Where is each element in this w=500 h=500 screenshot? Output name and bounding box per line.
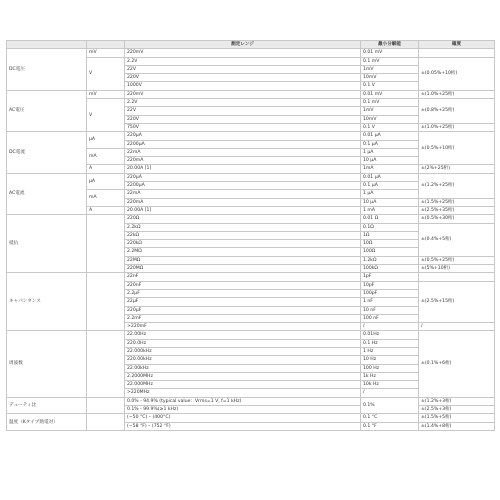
range-cell: 20.00A [1] xyxy=(125,206,361,214)
category-cell: デューティ比 xyxy=(7,397,87,414)
resolution-cell: 10pF xyxy=(361,281,419,289)
resolution-cell: 1 μA xyxy=(361,190,419,198)
resolution-cell: 100kΩ xyxy=(361,265,419,273)
category-cell: 周波数 xyxy=(7,331,87,397)
unit-cell xyxy=(87,397,125,414)
range-cell: 220V xyxy=(125,74,361,82)
resolution-cell: 0.1Ω xyxy=(361,223,419,231)
range-cell: >220MHz xyxy=(125,389,361,397)
range-cell: 2200μA xyxy=(125,182,361,190)
resolution-cell: 1 nF xyxy=(361,298,419,306)
resolution-cell: 0.01 mV xyxy=(361,49,419,57)
resolution-cell: 0.1 V xyxy=(361,123,419,131)
resolution-cell: 10mV xyxy=(361,115,419,123)
table-row xyxy=(7,49,495,57)
resolution-cell: / xyxy=(361,323,419,331)
table-row xyxy=(7,90,495,98)
accuracy-cell: ±(1.0%+25桁) xyxy=(419,123,495,131)
accuracy-cell: ±(2.5%+35桁) xyxy=(419,206,495,214)
range-cell: 22mA xyxy=(125,148,361,156)
range-cell: 220nF xyxy=(125,281,361,289)
range-cell: 220mA xyxy=(125,157,361,165)
header-range: 測定レンジ xyxy=(125,41,361,49)
accuracy-cell xyxy=(419,273,495,281)
range-cell: 220Ω xyxy=(125,215,361,223)
unit-cell: μA xyxy=(87,173,125,190)
accuracy-cell: ±(0.05%+10桁) xyxy=(419,57,495,90)
range-cell: 2.2kΩ xyxy=(125,223,361,231)
accuracy-cell: ±(1.4%+8桁) xyxy=(419,422,495,430)
resolution-cell: 100Ω xyxy=(361,248,419,256)
unit-cell xyxy=(87,414,125,431)
category-cell: DC電流 xyxy=(7,132,87,173)
accuracy-cell: ±(2%+25桁) xyxy=(419,165,495,173)
resolution-cell: 10Ω xyxy=(361,240,419,248)
unit-cell xyxy=(87,273,125,331)
range-cell: 22.00Hz xyxy=(125,331,361,339)
unit-cell: mA xyxy=(87,148,125,165)
resolution-cell: 0.1 mV xyxy=(361,99,419,107)
accuracy-cell: ±(0.1%+6桁) xyxy=(419,331,495,397)
resolution-cell: 0.01 mV xyxy=(361,90,419,98)
unit-cell: V xyxy=(87,57,125,90)
table-row xyxy=(7,331,495,339)
range-cell: (−58 °F) – (752 °F) xyxy=(125,422,361,430)
resolution-cell: 0.01 μA xyxy=(361,173,419,181)
accuracy-cell: / xyxy=(419,323,495,331)
resolution-cell: 0.1 μA xyxy=(361,140,419,148)
unit-cell: mV xyxy=(87,90,125,98)
accuracy-cell: ±(1.0%+25桁) xyxy=(419,90,495,98)
resolution-cell: 0.1 mV xyxy=(361,57,419,65)
resolution-cell: 1 μA xyxy=(361,148,419,156)
range-cell: 22V xyxy=(125,65,361,73)
range-cell: 22MΩ xyxy=(125,256,361,264)
range-cell: 22μF xyxy=(125,298,361,306)
category-cell: 温度（Kタイプ熱電対） xyxy=(7,414,87,431)
range-cell: 750V xyxy=(125,123,361,131)
unit-cell: mV xyxy=(87,49,125,57)
unit-cell: mA xyxy=(87,190,125,207)
resolution-cell: 100pF xyxy=(361,289,419,297)
unit-cell: A xyxy=(87,206,125,214)
range-cell: 22V xyxy=(125,107,361,115)
range-cell: 0.0% - 94.9% (typical value：Vrms=1 V, f=1 kHz) xyxy=(125,397,361,405)
resolution-cell: 0.1 V xyxy=(361,82,419,90)
category-cell: AC電圧 xyxy=(7,90,87,131)
accuracy-cell: ±(0.5%+25桁) xyxy=(419,256,495,264)
unit-cell xyxy=(87,331,125,397)
table-row xyxy=(7,173,495,181)
range-cell: 2.2μF xyxy=(125,289,361,297)
resolution-cell: 1 Hz xyxy=(361,347,419,355)
spec-body xyxy=(7,49,495,431)
unit-cell: μA xyxy=(87,132,125,149)
range-cell: 2.2V xyxy=(125,99,361,107)
header-accuracy: 確度 xyxy=(419,41,495,49)
range-cell: 220MΩ xyxy=(125,265,361,273)
category-cell: AC電流 xyxy=(7,173,87,214)
accuracy-cell: ±(0.8%+25桁) xyxy=(419,99,495,124)
resolution-cell: 10 μA xyxy=(361,157,419,165)
range-cell: 2.2MΩ xyxy=(125,248,361,256)
range-cell: 220mA xyxy=(125,198,361,206)
resolution-cell: 0.1 Hz xyxy=(361,339,419,347)
table-row xyxy=(7,215,495,223)
resolution-cell: 0.1 °C xyxy=(361,414,419,422)
range-cell: 22nF xyxy=(125,273,361,281)
header-category xyxy=(7,41,87,49)
resolution-cell: 0.01 μA xyxy=(361,132,419,140)
table-row xyxy=(7,397,495,405)
resolution-cell: 10 Hz xyxy=(361,356,419,364)
range-cell: 22.000MHz xyxy=(125,381,361,389)
category-cell: キャパシタンス xyxy=(7,273,87,331)
range-cell: 220mV xyxy=(125,90,361,98)
header-resolution: 最小分解能 xyxy=(361,41,419,49)
range-cell: 2.2V xyxy=(125,57,361,65)
resolution-cell: 0.01Hz xyxy=(361,331,419,339)
range-cell: 220.00kHz xyxy=(125,356,361,364)
resolution-cell: 0.1% xyxy=(361,397,419,414)
range-cell: 2.2mF xyxy=(125,314,361,322)
range-cell: 220μA xyxy=(125,173,361,181)
accuracy-cell: ±(1.2%+3桁) xyxy=(419,397,495,405)
resolution-cell: 0.01 Ω xyxy=(361,215,419,223)
range-cell: 220kΩ xyxy=(125,240,361,248)
spec-table xyxy=(6,40,495,431)
resolution-cell: 1 mA xyxy=(361,206,419,214)
header-row xyxy=(7,41,495,49)
range-cell: 1000V xyxy=(125,82,361,90)
accuracy-cell: ±(0.5%+30桁) xyxy=(419,215,495,223)
accuracy-cell: ±(5%+10桁) xyxy=(419,265,495,273)
range-cell: 22.000kHz xyxy=(125,347,361,355)
resolution-cell: 1Ω xyxy=(361,231,419,239)
range-cell: 2200μA xyxy=(125,140,361,148)
resolution-cell: 1k Hz xyxy=(361,372,419,380)
unit-cell: V xyxy=(87,99,125,132)
resolution-cell: 10mV xyxy=(361,74,419,82)
range-cell: 2.2000MHz xyxy=(125,372,361,380)
category-cell: DC電圧 xyxy=(7,49,87,90)
range-cell: (−50 °C) – (400°C) xyxy=(125,414,361,422)
accuracy-cell: ±(1.2%+25桁) xyxy=(419,173,495,198)
resolution-cell: 1pF xyxy=(361,273,419,281)
range-cell: 0.1% - 99.9%(≥1 kHz) xyxy=(125,406,361,414)
range-cell: 22mA xyxy=(125,190,361,198)
resolution-cell: 1.2kΩ xyxy=(361,256,419,264)
resolution-cell: 1mV xyxy=(361,65,419,73)
table-row xyxy=(7,273,495,281)
resolution-cell: 100 nF xyxy=(361,314,419,322)
resolution-cell: / xyxy=(361,389,419,397)
range-cell: 220μF xyxy=(125,306,361,314)
range-cell: 220μA xyxy=(125,132,361,140)
resolution-cell: 0.1 °F xyxy=(361,422,419,430)
accuracy-cell: ±(0.4%+5桁) xyxy=(419,223,495,256)
header-unit xyxy=(87,41,125,49)
resolution-cell: 10 nF xyxy=(361,306,419,314)
accuracy-cell: ±(1.5%+25桁) xyxy=(419,198,495,206)
range-cell: 220.0Hz xyxy=(125,339,361,347)
resolution-cell: 0.1 μA xyxy=(361,182,419,190)
range-cell: 22kΩ xyxy=(125,231,361,239)
resolution-cell: 10 μA xyxy=(361,198,419,206)
range-cell: 20.00A [1] xyxy=(125,165,361,173)
unit-cell: A xyxy=(87,165,125,173)
resolution-cell: 100 Hz xyxy=(361,364,419,372)
accuracy-cell: ±(2.5%+15桁) xyxy=(419,281,495,322)
resolution-cell: 10k Hz xyxy=(361,381,419,389)
resolution-cell: 1mV xyxy=(361,107,419,115)
resolution-cell: 1mA xyxy=(361,165,419,173)
table-row xyxy=(7,132,495,140)
range-cell: 22.00kHz xyxy=(125,364,361,372)
accuracy-cell: ±(1.5%+5桁) xyxy=(419,414,495,422)
accuracy-cell: ±(2.5%+3桁) xyxy=(419,406,495,414)
table-row xyxy=(7,414,495,422)
accuracy-cell: ±(0.5%+10桁) xyxy=(419,132,495,165)
range-cell: >220mF xyxy=(125,323,361,331)
unit-cell xyxy=(87,215,125,273)
accuracy-cell xyxy=(419,49,495,57)
range-cell: 220mV xyxy=(125,49,361,57)
category-cell: 抵抗 xyxy=(7,215,87,273)
range-cell: 220V xyxy=(125,115,361,123)
